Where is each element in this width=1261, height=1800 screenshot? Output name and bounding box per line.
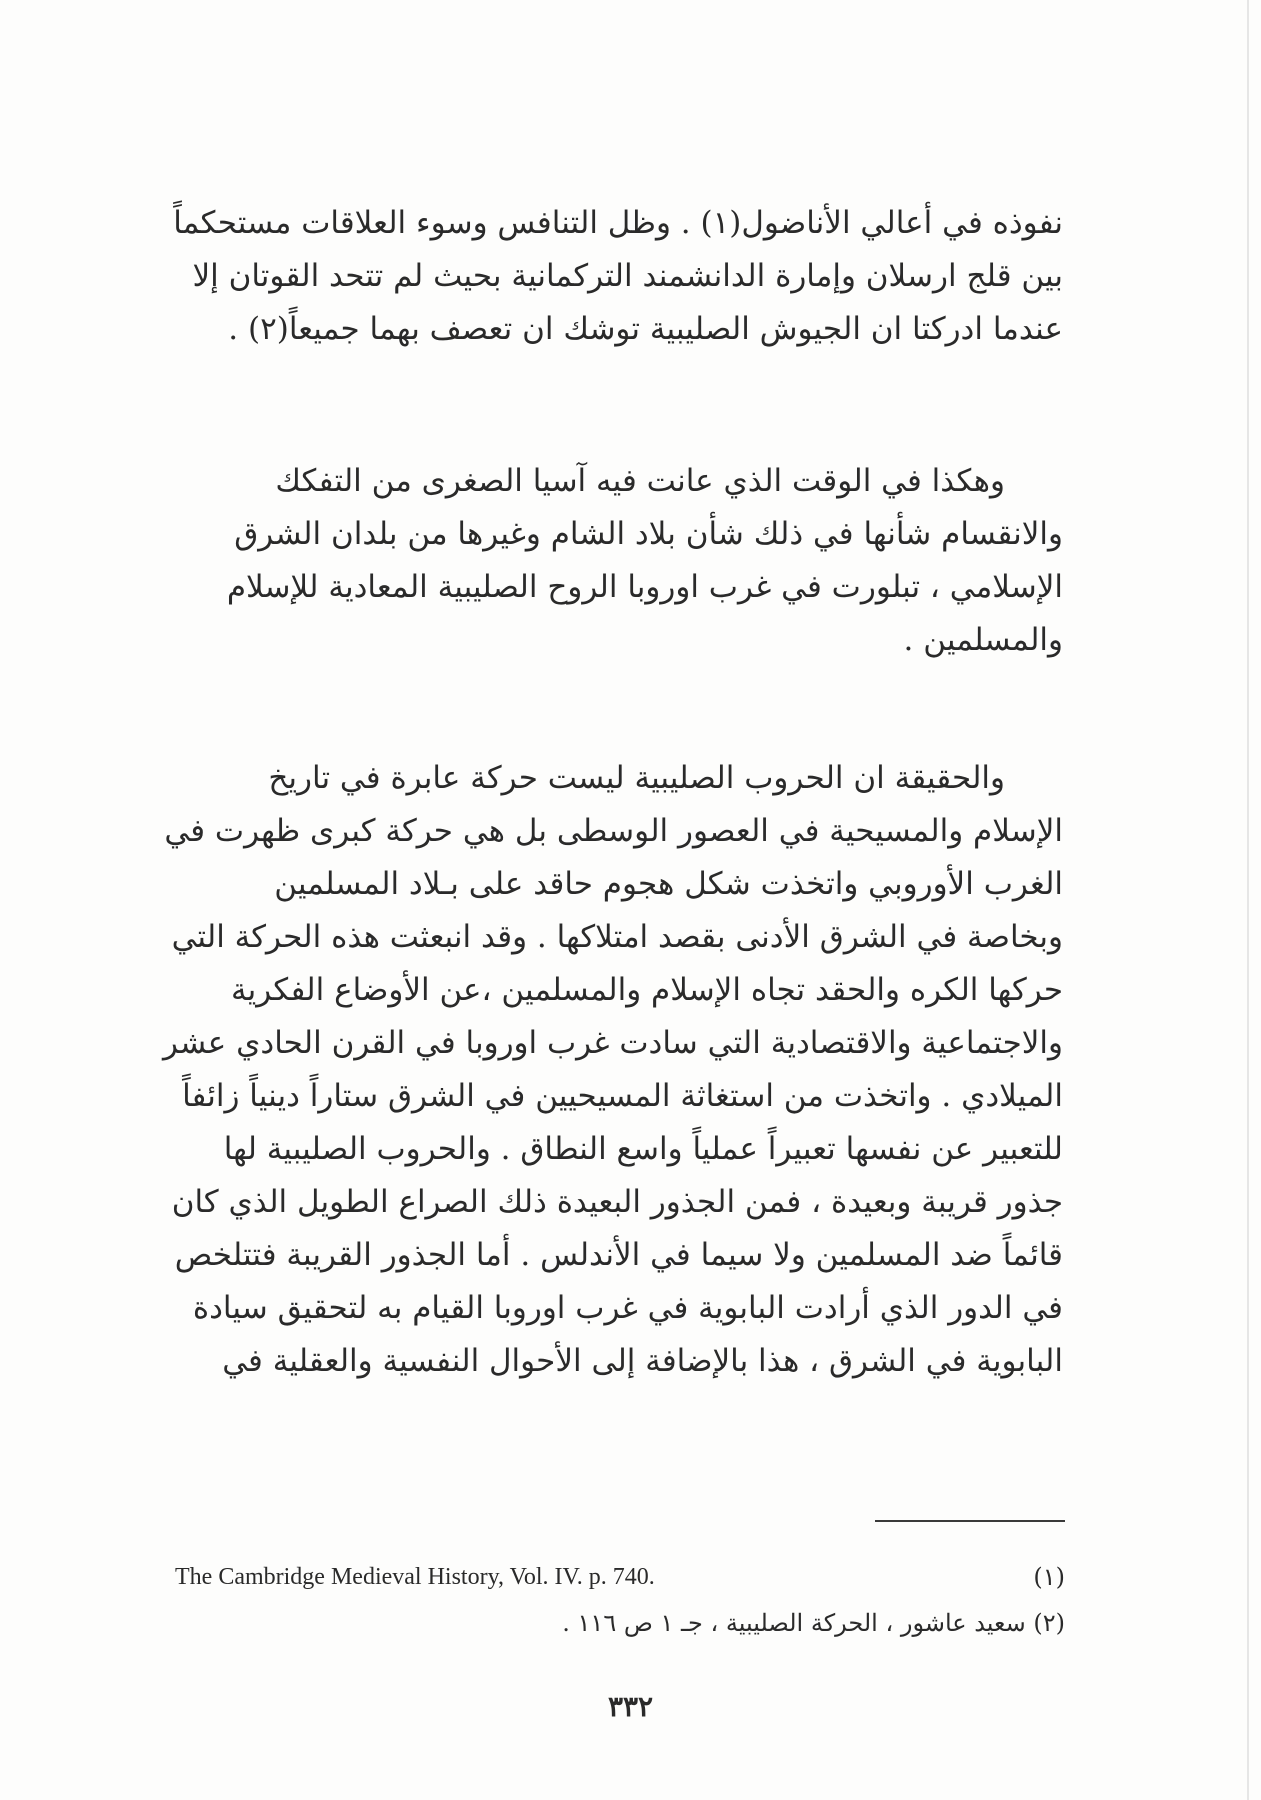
- text-line: جذور قريبة وبعيدة ، فمن الجذور البعيدة ذلك الصراع الطويل الذي كان: [171, 1184, 1063, 1220]
- text-line: نفوذه في أعالي الأناضول(١) . وظل التنافس وسوء العلاقات مستحكماً: [173, 205, 1063, 241]
- text-line: الغرب الأوروبي واتخذت شكل هجوم حاقد على بـلاد المسلمين: [274, 866, 1063, 902]
- paragraph-3: [163, 752, 1063, 1388]
- footnote-2: (٢) سعيد عاشور ، الحركة الصليبية ، جـ ١ ص ١١٦ .: [562, 1609, 1065, 1637]
- text-line: وبخاصة في الشرق الأدنى بقصد امتلاكها . وقد انبعثت هذه الحركة التي: [171, 919, 1063, 955]
- text-line: للتعبير عن نفسها تعبيراً عملياً واسع النطاق . والحروب الصليبية لها: [223, 1131, 1063, 1167]
- text-line: في الدور الذي أرادت البابوية في غرب اوروبا القيام به لتحقيق سيادة: [192, 1290, 1063, 1326]
- text-line: وهكذا في الوقت الذي عانت فيه آسيا الصغرى من التفكك: [275, 463, 1005, 499]
- paragraph-1: [173, 197, 1063, 356]
- text-line: الإسلامي ، تبلورت في غرب اوروبا الروح الصليبية المعادية للإسلام: [226, 569, 1063, 605]
- paragraph-2: [183, 455, 1063, 667]
- footnote-divider: [875, 1520, 1065, 1522]
- text-line: البابوية في الشرق ، هذا بالإضافة إلى الأحوال النفسية والعقلية في: [222, 1343, 1063, 1379]
- text-line: قائماً ضد المسلمين ولا سيما في الأندلس . أما الجذور القريبة فتتلخص: [174, 1237, 1063, 1273]
- text-line: والحقيقة ان الحروب الصليبية ليست حركة عابرة في تاريخ: [268, 760, 1005, 796]
- binding-edge: [1247, 0, 1249, 1800]
- footnote-1-number: (١): [1033, 1563, 1065, 1591]
- text-line: بين قلج ارسلان وإمارة الدانشمند التركمانية بحيث لم تتحد القوتان إلا: [192, 258, 1063, 294]
- footnote-1-text: The Cambridge Medieval History, Vol. IV. p. 740.: [175, 1564, 655, 1590]
- page-number: ٣٣٢: [607, 1690, 654, 1723]
- text-line: والمسلمين .: [903, 622, 1063, 658]
- text-line: الإسلام والمسيحية في العصور الوسطى بل هي حركة كبرى ظهرت في: [164, 813, 1063, 849]
- text-line: والاجتماعية والاقتصادية التي سادت غرب اوروبا في القرن الحادي عشر: [163, 1025, 1063, 1061]
- text-line: والانقسام شأنها في ذلك شأن بلاد الشام وغيرها من بلدان الشرق: [234, 516, 1063, 552]
- text-line: الميلادي . واتخذت من استغاثة المسيحيين في الشرق ستاراً دينياً زائفاً: [182, 1078, 1063, 1114]
- text-line: حركها الكره والحقد تجاه الإسلام والمسلمين ،عن الأوضاع الفكرية: [231, 972, 1063, 1008]
- text-line: عندما ادركتا ان الجيوش الصليبية توشك ان تعصف بهما جميعاً(٢) .: [228, 311, 1063, 347]
